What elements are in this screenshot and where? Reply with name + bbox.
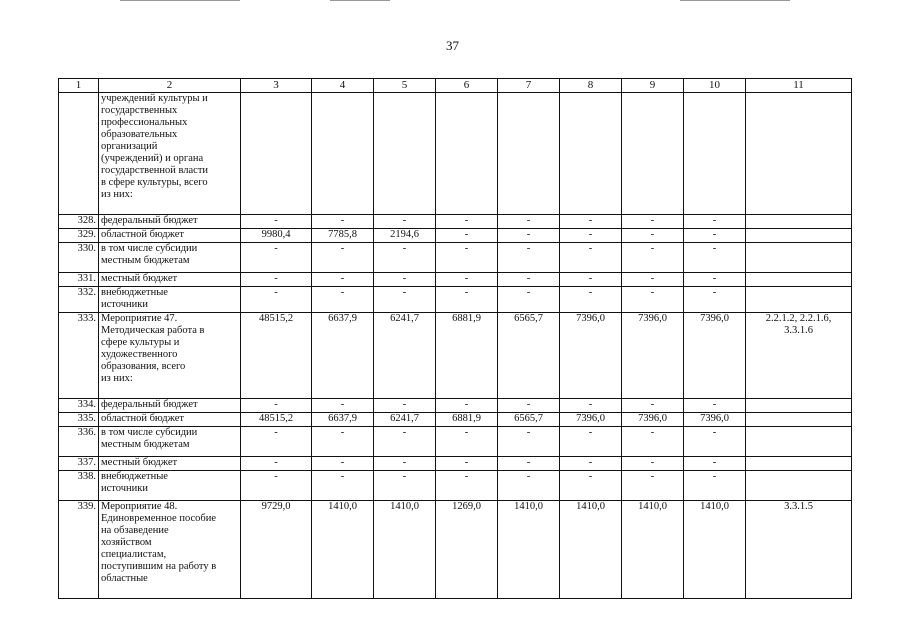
row-number: 334.: [59, 399, 99, 413]
value-cell-col-9: -: [622, 215, 684, 229]
value-cell-col-8: 7396,0: [560, 413, 622, 427]
row-description: в том числе субсидии местным бюджетам: [99, 427, 241, 457]
value-cell-col-4: -: [312, 471, 374, 501]
value-cell-col-8: -: [560, 457, 622, 471]
value-cell-col-4: 6637,9: [312, 413, 374, 427]
value-cell-col-9: -: [622, 427, 684, 457]
row-description: местный бюджет: [99, 457, 241, 471]
reference-cell: [746, 243, 852, 273]
value-cell-col-4: -: [312, 457, 374, 471]
value-cell-col-9: [622, 93, 684, 215]
value-cell-col-8: -: [560, 427, 622, 457]
row-description: федеральный бюджет: [99, 399, 241, 413]
table-row: [59, 243, 852, 273]
reference-cell: [746, 229, 852, 243]
value-cell-col-8: 1410,0: [560, 501, 622, 599]
value-cell-col-6: -: [436, 399, 498, 413]
top-decor-line-center: [330, 0, 390, 1]
reference-cell: [746, 413, 852, 427]
value-cell-col-6: 1269,0: [436, 501, 498, 599]
value-cell-col-9: 1410,0: [622, 501, 684, 599]
value-cell-col-10: -: [684, 243, 746, 273]
table-row: [59, 287, 852, 313]
value-cell-col-7: -: [498, 229, 560, 243]
value-cell-col-3: -: [241, 427, 312, 457]
row-description: Мероприятие 47. Методическая работа в сфере культуры и художественного образования, всего из них:: [99, 313, 241, 399]
value-cell-col-10: 7396,0: [684, 413, 746, 427]
value-cell-col-6: -: [436, 427, 498, 457]
column-header-9: 9: [622, 79, 684, 93]
table-row: [59, 457, 852, 471]
value-cell-col-9: -: [622, 229, 684, 243]
value-cell-col-3: -: [241, 243, 312, 273]
reference-cell: [746, 215, 852, 229]
value-cell-col-10: -: [684, 457, 746, 471]
table-row: [59, 501, 852, 599]
value-cell-col-5: -: [374, 287, 436, 313]
value-cell-col-6: -: [436, 243, 498, 273]
value-cell-col-10: [684, 93, 746, 215]
table-header-row: [59, 79, 852, 93]
column-header-10: 10: [684, 79, 746, 93]
row-number: 329.: [59, 229, 99, 243]
value-cell-col-5: -: [374, 399, 436, 413]
row-description: внебюджетные источники: [99, 471, 241, 501]
value-cell-col-5: [374, 93, 436, 215]
value-cell-col-9: -: [622, 273, 684, 287]
value-cell-col-7: -: [498, 427, 560, 457]
value-cell-col-3: -: [241, 399, 312, 413]
value-cell-col-5: -: [374, 471, 436, 501]
value-cell-col-6: -: [436, 229, 498, 243]
table-body: [59, 79, 852, 599]
value-cell-col-6: -: [436, 457, 498, 471]
table-row: [59, 413, 852, 427]
value-cell-col-3: -: [241, 287, 312, 313]
value-cell-col-5: -: [374, 215, 436, 229]
value-cell-col-8: -: [560, 215, 622, 229]
table-row: [59, 427, 852, 457]
value-cell-col-3: 48515,2: [241, 313, 312, 399]
value-cell-col-6: -: [436, 287, 498, 313]
reference-cell: 2.2.1.2, 2.2.1.6, 3.3.1.6: [746, 313, 852, 399]
value-cell-col-3: -: [241, 457, 312, 471]
reference-cell: [746, 93, 852, 215]
reference-cell: [746, 273, 852, 287]
value-cell-col-9: -: [622, 457, 684, 471]
value-cell-col-5: 2194,6: [374, 229, 436, 243]
value-cell-col-3: 9729,0: [241, 501, 312, 599]
row-description: областной бюджет: [99, 229, 241, 243]
value-cell-col-5: 1410,0: [374, 501, 436, 599]
value-cell-col-7: -: [498, 215, 560, 229]
value-cell-col-4: [312, 93, 374, 215]
row-description: местный бюджет: [99, 273, 241, 287]
value-cell-col-5: 6241,7: [374, 413, 436, 427]
value-cell-col-4: -: [312, 215, 374, 229]
value-cell-col-9: 7396,0: [622, 313, 684, 399]
value-cell-col-6: [436, 93, 498, 215]
value-cell-col-7: -: [498, 399, 560, 413]
value-cell-col-5: -: [374, 273, 436, 287]
column-header-1: 1: [59, 79, 99, 93]
value-cell-col-10: -: [684, 273, 746, 287]
value-cell-col-4: 1410,0: [312, 501, 374, 599]
value-cell-col-6: -: [436, 215, 498, 229]
row-description: учреждений культуры и государственных профессиональных образовательных организаций (учреждений) и органа государственной власти в сфере культуры, всего из них:: [99, 93, 241, 215]
table-row: [59, 93, 852, 215]
value-cell-col-3: -: [241, 215, 312, 229]
table-row: [59, 399, 852, 413]
table-row: [59, 471, 852, 501]
value-cell-col-7: -: [498, 273, 560, 287]
reference-cell: 3.3.1.5: [746, 501, 852, 599]
top-decor-line-right: [680, 0, 790, 1]
reference-cell: [746, 457, 852, 471]
row-number: 331.: [59, 273, 99, 287]
row-number: 338.: [59, 471, 99, 501]
value-cell-col-7: 1410,0: [498, 501, 560, 599]
row-description: в том числе субсидии местным бюджетам: [99, 243, 241, 273]
value-cell-col-8: [560, 93, 622, 215]
value-cell-col-6: -: [436, 471, 498, 501]
page-number: 37: [446, 38, 459, 53]
value-cell-col-3: -: [241, 471, 312, 501]
value-cell-col-5: -: [374, 427, 436, 457]
row-description: Мероприятие 48. Единовременное пособие на обзаведение хозяйством специалистам, поступившим на работу в областные: [99, 501, 241, 599]
value-cell-col-6: 6881,9: [436, 313, 498, 399]
row-number: 333.: [59, 313, 99, 399]
value-cell-col-9: -: [622, 471, 684, 501]
value-cell-col-4: -: [312, 399, 374, 413]
table-row: [59, 215, 852, 229]
value-cell-col-3: -: [241, 273, 312, 287]
value-cell-col-10: -: [684, 427, 746, 457]
value-cell-col-6: 6881,9: [436, 413, 498, 427]
value-cell-col-5: -: [374, 457, 436, 471]
value-cell-col-5: 6241,7: [374, 313, 436, 399]
value-cell-col-10: -: [684, 471, 746, 501]
value-cell-col-10: -: [684, 215, 746, 229]
row-description: внебюджетные источники: [99, 287, 241, 313]
column-header-8: 8: [560, 79, 622, 93]
value-cell-col-4: 6637,9: [312, 313, 374, 399]
row-number: 336.: [59, 427, 99, 457]
value-cell-col-10: 1410,0: [684, 501, 746, 599]
value-cell-col-9: 7396,0: [622, 413, 684, 427]
value-cell-col-4: -: [312, 243, 374, 273]
value-cell-col-9: -: [622, 399, 684, 413]
table-row: [59, 273, 852, 287]
value-cell-col-10: 7396,0: [684, 313, 746, 399]
column-header-11: 11: [746, 79, 852, 93]
row-number: 339.: [59, 501, 99, 599]
value-cell-col-10: -: [684, 399, 746, 413]
value-cell-col-8: -: [560, 229, 622, 243]
row-number: [59, 93, 99, 215]
value-cell-col-4: -: [312, 287, 374, 313]
reference-cell: [746, 287, 852, 313]
budget-table: [58, 78, 852, 599]
value-cell-col-9: -: [622, 287, 684, 313]
row-number: 337.: [59, 457, 99, 471]
value-cell-col-4: 7785,8: [312, 229, 374, 243]
value-cell-col-8: -: [560, 273, 622, 287]
top-decor-line-left: [120, 0, 240, 1]
value-cell-col-8: -: [560, 399, 622, 413]
value-cell-col-7: -: [498, 243, 560, 273]
row-number: 332.: [59, 287, 99, 313]
reference-cell: [746, 427, 852, 457]
column-header-2: 2: [99, 79, 241, 93]
column-header-5: 5: [374, 79, 436, 93]
row-description: федеральный бюджет: [99, 215, 241, 229]
table-row: [59, 229, 852, 243]
value-cell-col-7: [498, 93, 560, 215]
value-cell-col-4: -: [312, 427, 374, 457]
value-cell-col-4: -: [312, 273, 374, 287]
value-cell-col-3: 48515,2: [241, 413, 312, 427]
value-cell-col-7: -: [498, 457, 560, 471]
value-cell-col-7: -: [498, 287, 560, 313]
value-cell-col-9: -: [622, 243, 684, 273]
reference-cell: [746, 471, 852, 501]
row-description: областной бюджет: [99, 413, 241, 427]
value-cell-col-6: -: [436, 273, 498, 287]
value-cell-col-5: -: [374, 243, 436, 273]
row-number: 335.: [59, 413, 99, 427]
value-cell-col-7: 6565,7: [498, 313, 560, 399]
value-cell-col-8: -: [560, 287, 622, 313]
value-cell-col-7: 6565,7: [498, 413, 560, 427]
column-header-4: 4: [312, 79, 374, 93]
value-cell-col-10: -: [684, 229, 746, 243]
value-cell-col-8: -: [560, 243, 622, 273]
value-cell-col-8: 7396,0: [560, 313, 622, 399]
row-number: 328.: [59, 215, 99, 229]
value-cell-col-8: -: [560, 471, 622, 501]
value-cell-col-7: -: [498, 471, 560, 501]
reference-cell: [746, 399, 852, 413]
row-number: 330.: [59, 243, 99, 273]
table-row: [59, 313, 852, 399]
column-header-3: 3: [241, 79, 312, 93]
value-cell-col-3: 9980,4: [241, 229, 312, 243]
column-header-7: 7: [498, 79, 560, 93]
value-cell-col-10: -: [684, 287, 746, 313]
column-header-6: 6: [436, 79, 498, 93]
value-cell-col-3: [241, 93, 312, 215]
